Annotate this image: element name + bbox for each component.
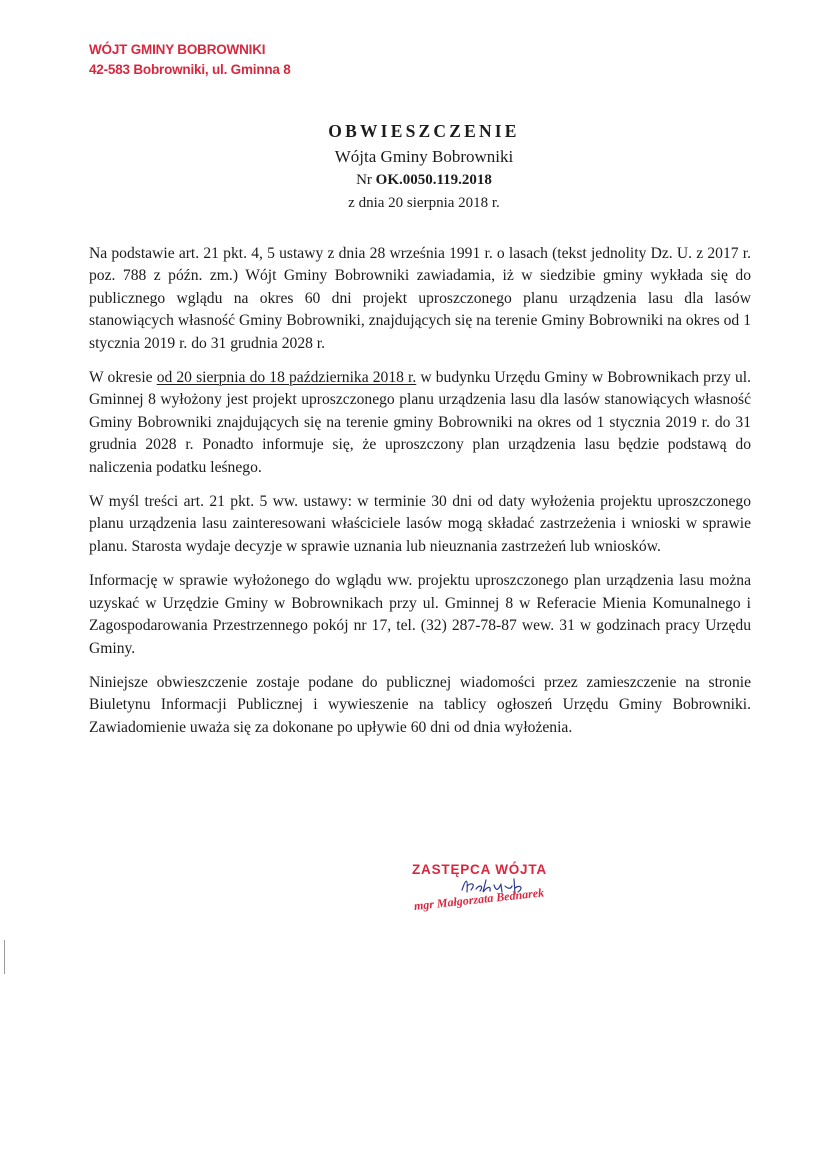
document-header xyxy=(0,120,826,215)
document-body xyxy=(89,243,751,751)
signature-name: mgr Małgorzata Bednarek xyxy=(413,885,545,913)
stamp-line-2: 42-583 Bobrowniki, ul. Gminna 8 xyxy=(89,62,291,77)
paragraph-2-dates-underlined: od 20 sierpnia do 18 października 2018 r. xyxy=(156,369,417,387)
office-stamp xyxy=(89,40,291,80)
signature-title: ZASTĘPCA WÓJTA xyxy=(412,862,547,877)
paragraph-2-rest: w budynku Urzędu Gminy w Bobrownikach przy ul. Gminnej 8 wyłożony jest projekt uproszczonego planu urządzenia lasu dla lasów stanowiących własność Gminy Bobrowniki znajdujących się na terenie gminy Bobrowniki na okres od 1 stycznia 2019 r. do 31 grudnia 2028 r. Ponadto informuje się, że uproszczony plan urządzenia lasu będzie podstawą do naliczenia podatku leśnego. xyxy=(89,369,751,476)
document-title: OBWIESZCZENIE xyxy=(328,121,520,141)
paragraph-3: W myśl treści art. 21 pkt. 5 ww. ustawy: w terminie 30 dni od daty wyłożenia projektu uproszczonego planu urządzenia lasu zainteresowani właściciele lasów mogą składać zastrzeżenia i wnioski w sprawie planu. Starosta wydaje decyzje w sprawie uznania lub nieuznania zastrzeżeń lub wniosków. xyxy=(89,493,751,555)
number-value: OK.0050.119.2018 xyxy=(375,172,492,188)
document-number xyxy=(0,169,826,191)
paragraph-2 xyxy=(89,367,751,479)
margin-mark xyxy=(4,940,5,974)
document-date: z dnia 20 sierpnia 2018 r. xyxy=(348,195,500,211)
paragraph-1: Na podstawie art. 21 pkt. 4, 5 ustawy z dnia 28 września 1991 r. o lasach (tekst jednolity Dz. U. z 2017 r. poz. 788 z późn. zm.) Wójt Gminy Bobrowniki zawiadamia, iż w siedzibie gminy wykłada się do publicznego wglądu na okres 60 dni projekt uproszczonego planu urządzenia lasu dla lasów stanowiących własność Gminy Bobrowniki, znajdujących się na terenie Gminy Bobrowniki na okres od 1 stycznia 2019 r. do 31 grudnia 2028 r. xyxy=(89,245,751,352)
document-subtitle: Wójta Gminy Bobrowniki xyxy=(334,147,514,166)
paragraph-4: Informację w sprawie wyłożonego do wglądu ww. projektu uproszczonego plan urządzenia lasu można uzyskać w Urzędzie Gminy w Bobrownikach przy ul. Gminnej 8 w Referacie Mienia Komunalnego i Zagospodarowania Przestrzennego pokój nr 17, tel. (32) 287-78-87 wew. 31 w godzinach pracy Urzędu Gminy. xyxy=(89,572,751,657)
number-prefix: Nr xyxy=(356,172,372,188)
paragraph-2-start: W okresie xyxy=(89,369,157,387)
stamp-line-1: WÓJT GMINY BOBROWNIKI xyxy=(89,42,266,57)
paragraph-5: Niniejsze obwieszczenie zostaje podane do publicznej wiadomości przez zamieszczenie na stronie Biuletynu Informacji Publicznej i wywieszenie na tablicy ogłoszeń Urzędu Gminy Bobrowniki. Zawiadomienie uważa się za dokonane po upływie 60 dni od dnia wyłożenia. xyxy=(89,673,751,736)
